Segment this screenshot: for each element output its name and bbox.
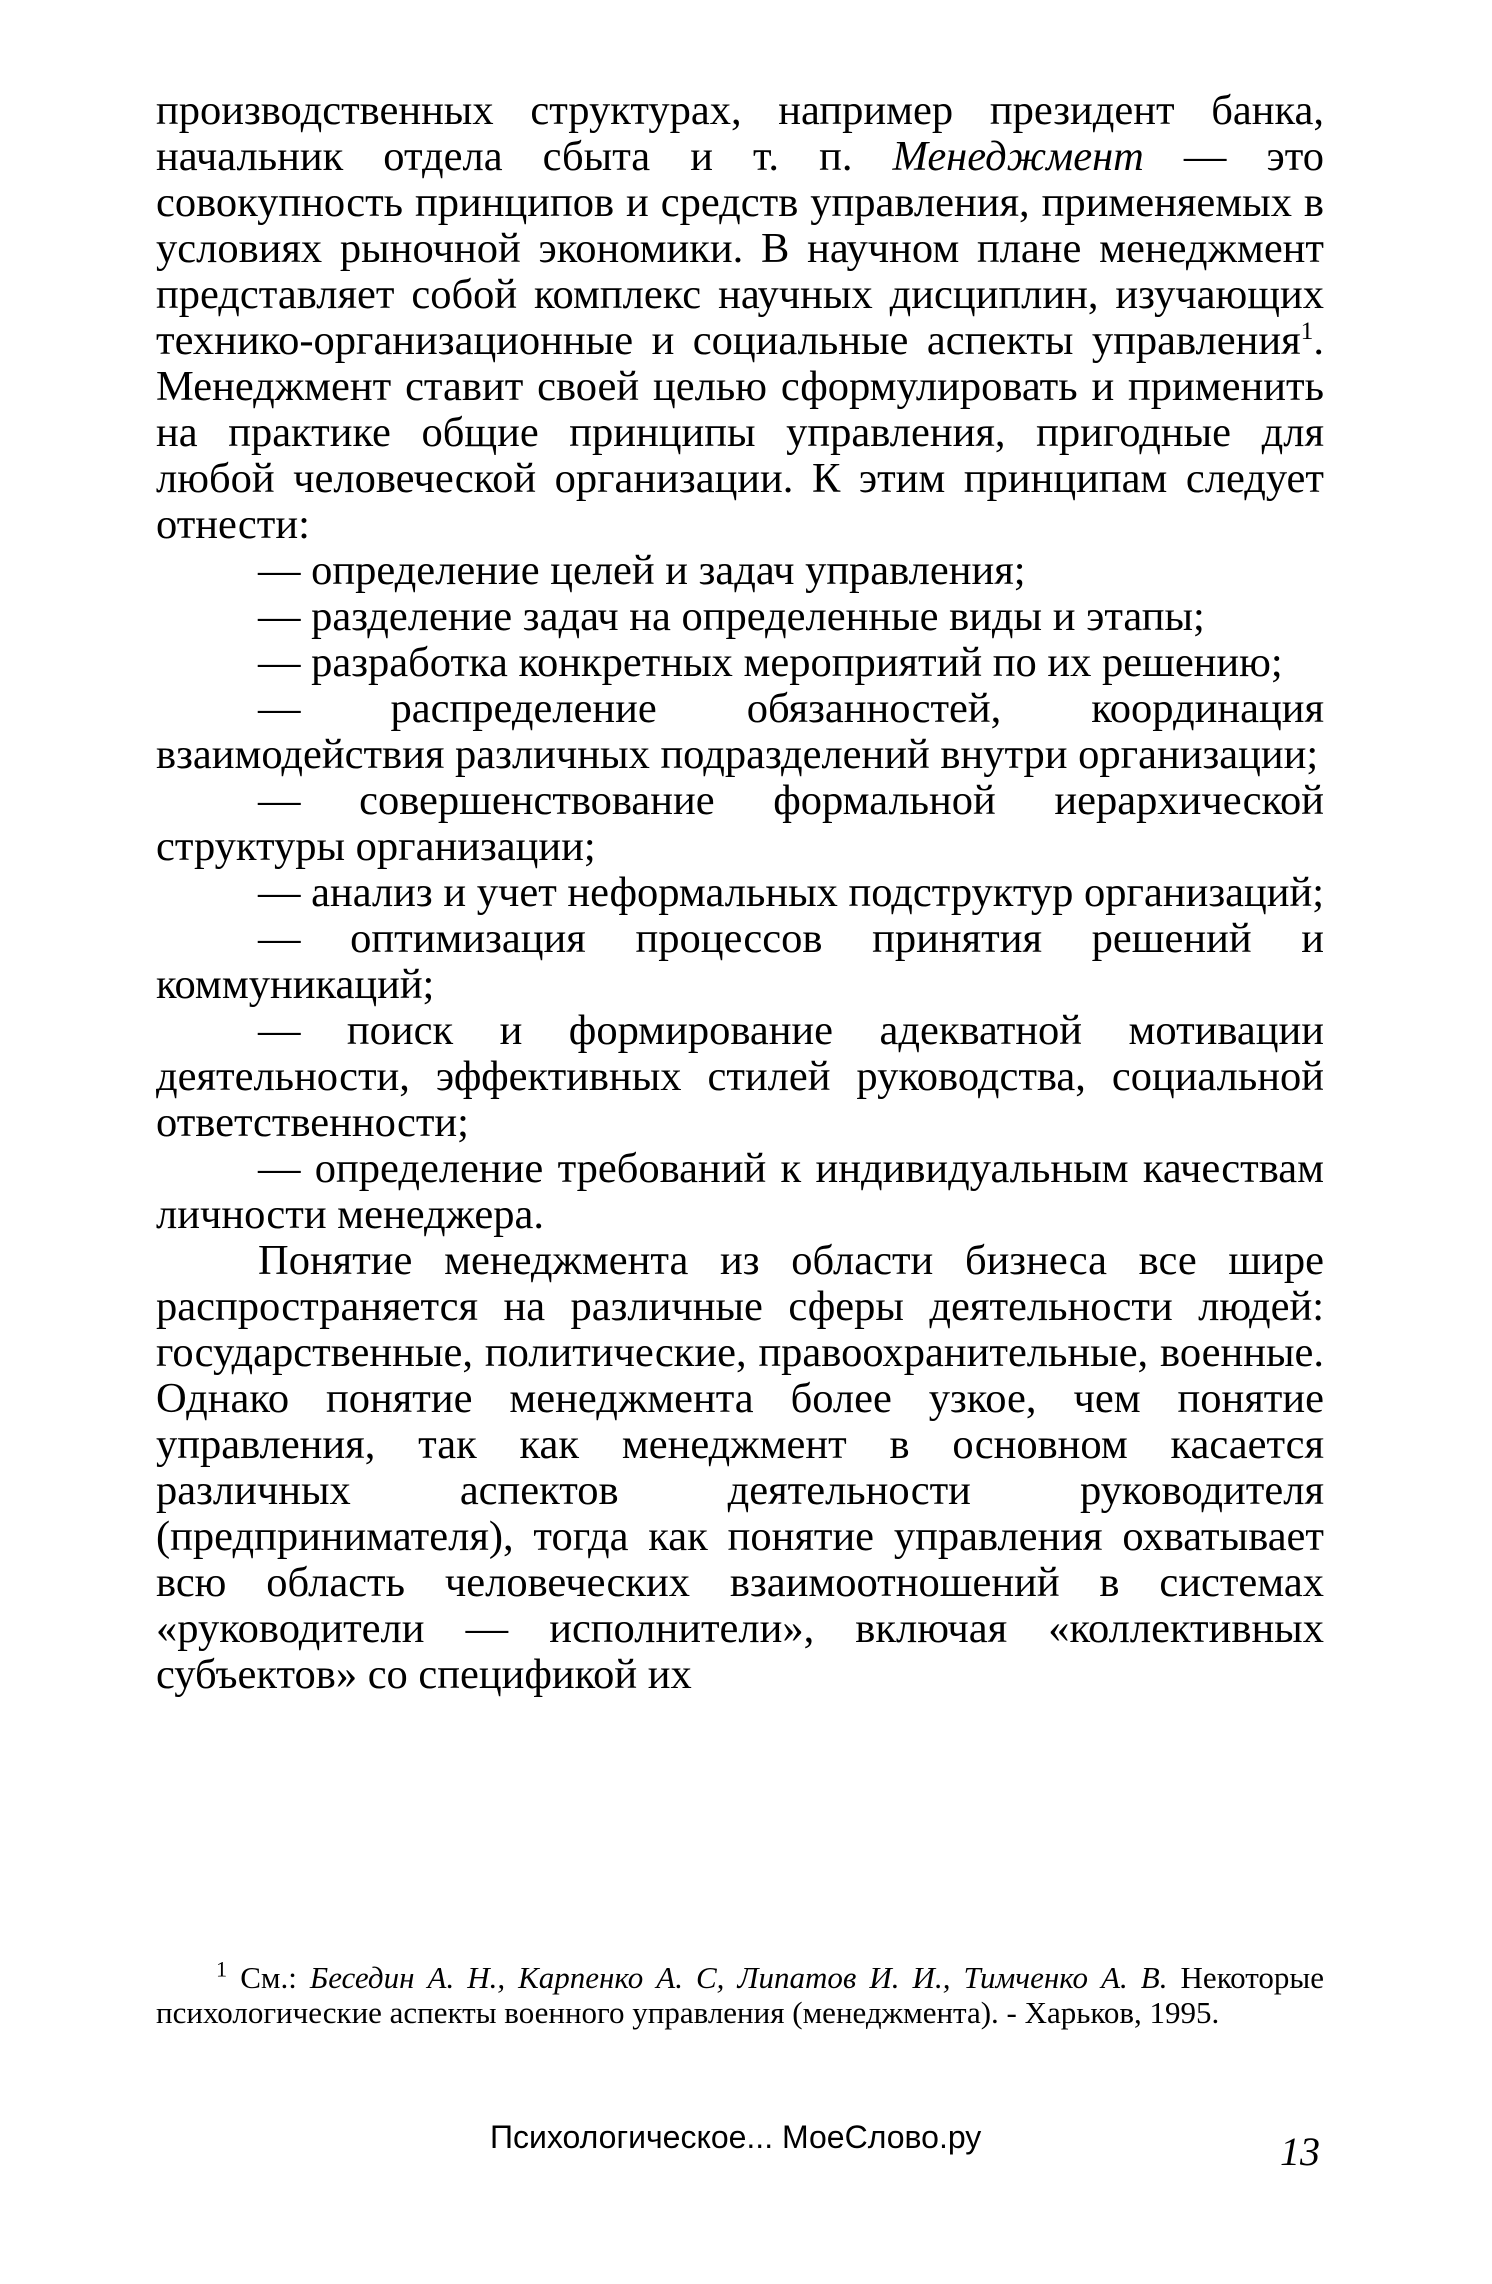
list-item: — определение целей и задач управления; — [258, 547, 1026, 594]
footnote-reference: 1 — [1300, 315, 1314, 345]
list-item: — поиск и формирование адекватной мотивации деятельности, эффективных стилей руководства, социальной ответственности; — [156, 1007, 1324, 1146]
watermark: Психологическое... МоеСлово.ру — [490, 2119, 982, 2155]
list-item: — совершенствование формальной иерархической структуры организации; — [156, 777, 1324, 870]
list-item: — распределение обязанностей, координация взаимодействия различных подразделений внутри организации; — [156, 685, 1324, 778]
paragraph-1-rest: — это совокупность принципов и средств управления, применяемых в условиях рыночной экономики. В научном плане менеджмент представляет собой комплекс научных дисциплин, изучающих технико-организационные и социальные аспекты управления — [156, 133, 1324, 364]
page-number: 13 — [1280, 2129, 1320, 2174]
footnote-authors: Беседин А. Н., Карпенко А. С, Липатов И. И., Тимченко А. В. — [309, 1960, 1168, 1995]
term-management: Менеджмент — [892, 133, 1144, 180]
main-text — [156, 88, 1324, 1698]
list-item: — разработка конкретных мероприятий по их решению; — [258, 639, 1283, 686]
footnote-prefix: См.: — [227, 1960, 310, 1995]
paragraph-1 — [156, 88, 1324, 548]
list-item: — определение требований к индивидуальным качествам личности менеджера. — [156, 1145, 1324, 1238]
footnote — [156, 1956, 1324, 2030]
list-item: — оптимизация процессов принятия решений и коммуникаций; — [156, 915, 1324, 1008]
paragraph-1-end: . Менеджмент ставит своей целью сформулировать и применить на практике общие принципы управления, пригодные для любой человеческой организации. К этим принципам следует отнести: — [156, 317, 1324, 548]
paragraph-2: Понятие менеджмента из области бизнеса все шире распространяется на различные сферы деятельности людей: государственные, политические, правоохранительные, военные. Однако понятие менеджмента более узкое, чем понятие управления, так как менеджмент в основном касается различных аспектов деятельности руководителя (предпринимателя), тогда как понятие управления охватывает всю область человеческих взаимоотношений в системах «руководители — исполнители», включая «коллективных субъектов» со спецификой их — [156, 1237, 1324, 1698]
paragraph-1-text: производственных структурах, например президент банка, начальник отдела сбыта и т. п. — [156, 87, 1324, 180]
list-item: — анализ и учет неформальных подструктур организаций; — [258, 869, 1325, 916]
footnote-title: Некоторые психологические аспекты военного управления (менеджмента). - Харьков, 1995. — [156, 1960, 1324, 2030]
list-item: — разделение задач на определенные виды и этапы; — [258, 593, 1205, 640]
footnote-mark: 1 — [216, 1956, 228, 1982]
